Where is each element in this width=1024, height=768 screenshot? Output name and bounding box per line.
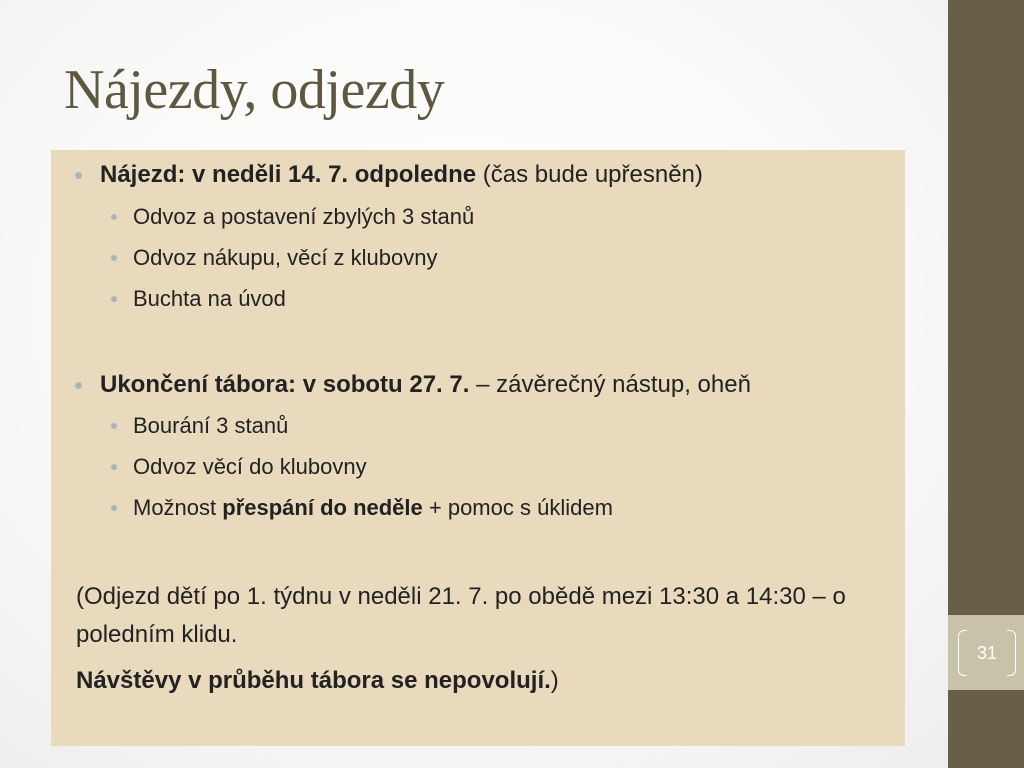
page-number-frame	[958, 630, 1016, 676]
bullet-dot-icon	[111, 255, 117, 261]
arrival-heading-note: (čas bude upřesněn)	[476, 161, 703, 188]
bullet-dot-icon	[111, 214, 117, 220]
sub-bullet-bold: přespání do neděle	[222, 495, 423, 520]
bullet-arrival	[100, 161, 703, 189]
sub-bullet	[133, 204, 474, 230]
slide-title: Nájezdy, odjezdy	[64, 59, 445, 121]
sub-bullet	[133, 286, 286, 312]
camp-end-heading-note: – závěrečný nástup, oheň	[469, 371, 751, 398]
sub-bullet-text: Bourání 3 stanů	[133, 413, 289, 438]
bullet-dot-icon	[111, 423, 117, 429]
visits-note	[76, 662, 876, 700]
sub-bullet-text: Odvoz nákupu, věcí z klubovny	[133, 245, 438, 270]
sub-bullet-prefix: Možnost	[133, 495, 223, 520]
sub-bullet-text: Odvoz věcí do klubovny	[133, 454, 367, 479]
visits-note-close: )	[550, 667, 559, 694]
bullet-dot-icon	[75, 382, 82, 389]
bullet-dot-icon	[111, 296, 117, 302]
bullet-dot-icon	[111, 505, 117, 511]
camp-end-heading: Ukončení tábora: v sobotu 27. 7.	[100, 371, 470, 398]
page-number: 31	[976, 643, 998, 663]
sub-bullet-text: Buchta na úvod	[133, 286, 286, 311]
sub-bullet	[133, 413, 288, 439]
bullet-dot-icon	[75, 172, 82, 179]
sub-bullet	[133, 495, 613, 521]
bullet-dot-icon	[111, 464, 117, 470]
sub-bullet-suffix: + pomoc s úklidem	[422, 495, 613, 520]
bullet-camp-end	[100, 371, 751, 399]
sub-bullet	[133, 245, 438, 271]
arrival-heading: Nájezd: v neděli 14. 7. odpoledne	[100, 161, 477, 188]
sub-bullet-text: Odvoz a postavení zbylých 3 stanů	[133, 204, 475, 229]
visits-note-bold: Návštěvy v průběhu tábora se nepovolují.	[76, 667, 551, 694]
sub-bullet	[133, 454, 367, 480]
content-panel	[51, 150, 905, 746]
departure-note: (Odjezd dětí po 1. týdnu v neděli 21. 7. po obědě mezi 13:30 a 14:30 – o poledním klidu.	[76, 583, 846, 648]
